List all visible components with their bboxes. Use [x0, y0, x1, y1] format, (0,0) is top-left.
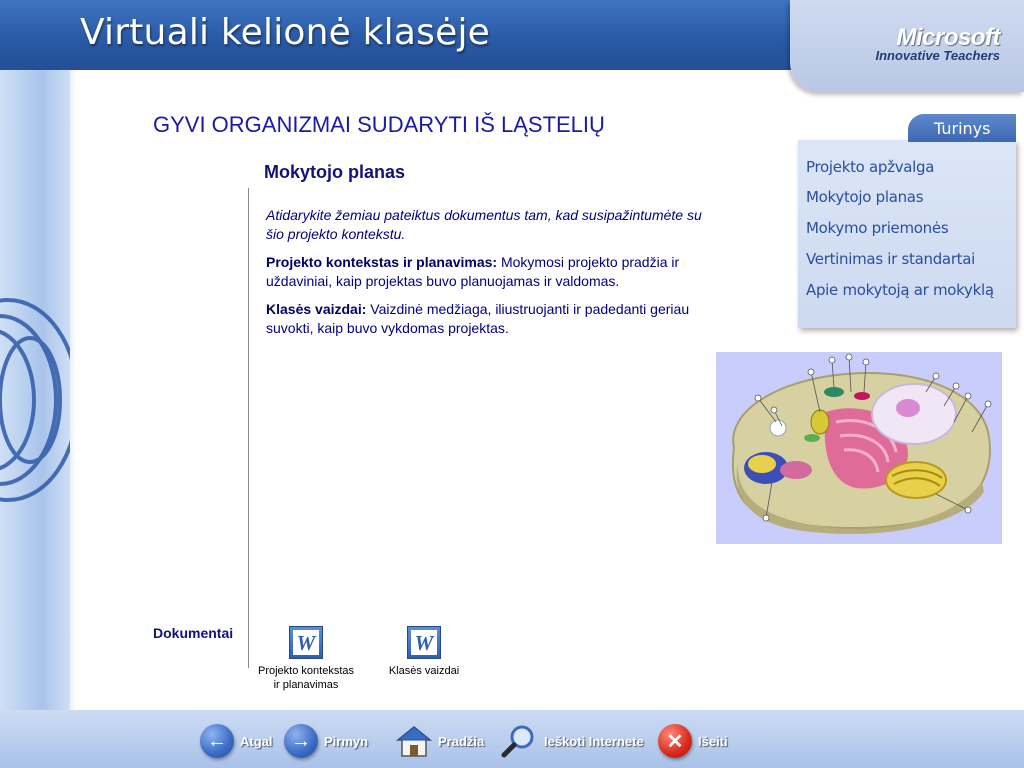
microsoft-logo: Microsoft — [896, 24, 1000, 51]
home-button[interactable]: Pradžia — [396, 722, 484, 760]
magnifier-icon — [500, 723, 538, 759]
toc-item-teacher-plan[interactable]: Mokytojo planas — [806, 188, 924, 206]
forward-button[interactable]: → Pirmyn — [284, 722, 368, 760]
paragraph-class-views: Klasės vaizdai: Vaizdinė medžiaga, iliustruojanti ir padedanti geriau suvokti, kaip buvo vykdomas projektas. — [266, 301, 690, 336]
documents-label: Dokumentai — [153, 625, 234, 641]
arrow-left-icon: ← — [200, 724, 234, 758]
toc-item-overview[interactable]: Projekto apžvalga — [806, 158, 935, 176]
doc-class-views-link[interactable]: Klasės vaizdai — [388, 665, 460, 677]
app-title: Virtuali kelionė klasėje — [80, 12, 490, 53]
toc-item-assessment[interactable]: Vertinimas ir standartai — [806, 250, 976, 268]
intro-text: Atidarykite žemiau pateiktus dokumentus tam, kad susipažintumėte su šio projekto kontekstu. — [266, 207, 702, 242]
close-icon: ✕ — [658, 724, 692, 758]
word-document-icon[interactable]: W — [289, 626, 323, 659]
home-icon — [396, 724, 432, 758]
decorative-rings-icon — [0, 70, 76, 710]
toc-item-about-teacher[interactable]: Apie mokytoją ar mokyklą — [806, 281, 994, 299]
section-title: Mokytojo planas — [264, 162, 406, 182]
exit-button[interactable]: ✕ Išeiti — [658, 722, 728, 760]
back-button[interactable]: ← Atgal — [200, 722, 273, 760]
doc-context-planning-link[interactable]: Projekto kontekstas ir planavimas — [258, 665, 354, 691]
brand-subtitle: Innovative Teachers — [875, 48, 1000, 63]
toc-item-resources[interactable]: Mokymo priemonės — [806, 219, 949, 237]
brand-panel — [790, 0, 1024, 92]
left-decoration — [0, 70, 76, 710]
arrow-right-icon: → — [284, 724, 318, 758]
toc-tab: Turinys — [908, 114, 1016, 142]
word-document-icon[interactable]: W — [407, 626, 441, 659]
paragraph-context: Projekto kontekstas ir planavimas: Mokymosi projekto pradžia ir uždaviniai, kaip projektas buvo planuojamas ir valdomas. — [266, 254, 680, 289]
divider — [248, 188, 249, 668]
page-title: GYVI ORGANIZMAI SUDARYTI IŠ LĄSTELIŲ — [153, 112, 605, 137]
body-text — [266, 206, 721, 347]
cell-diagram-image — [716, 352, 1002, 544]
search-internet-button[interactable]: Ieškoti Internete — [500, 722, 644, 760]
